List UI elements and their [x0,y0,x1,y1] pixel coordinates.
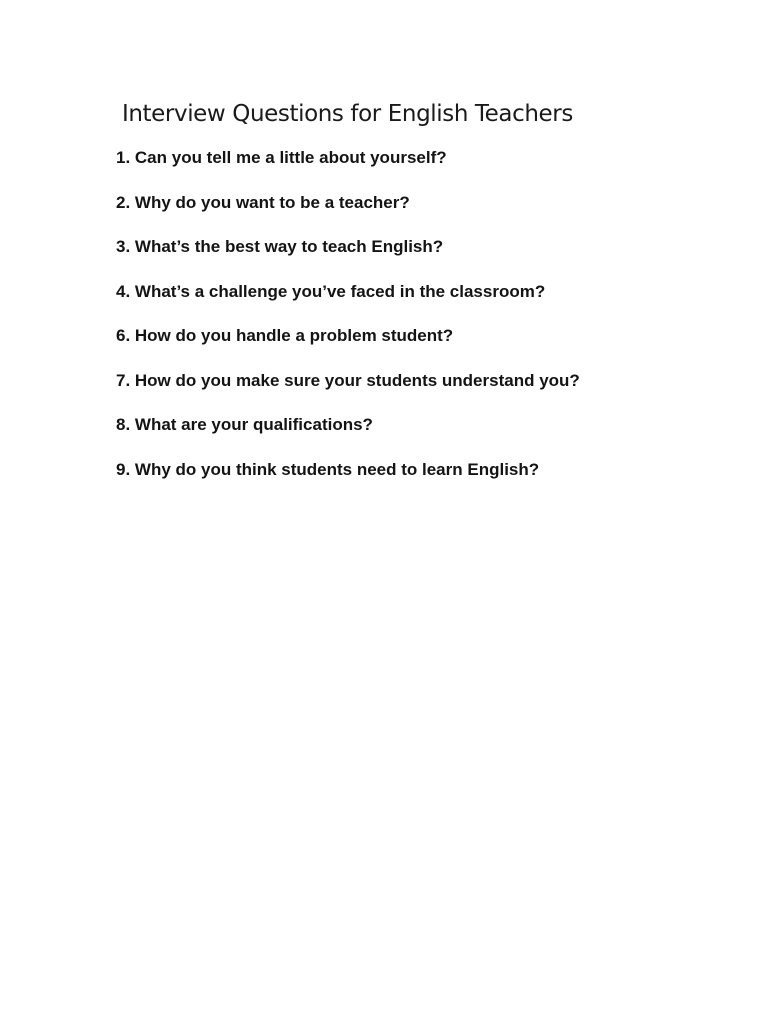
question-item: 8. What are your qualifications? [116,415,373,434]
question-item: 4. What’s a challenge you’ve faced in the classroom? [116,281,546,301]
question-item: 7. How do you make sure your students understand you? [116,370,580,390]
document-title: Interview Questions for English Teachers [122,101,573,127]
question-item: 9. Why do you think students need to learn English? [116,459,540,479]
question-item: 3. What’s the best way to teach English? [116,237,444,256]
question-list [116,146,580,502]
question-item: 1. Can you tell me a little about yourself? [116,148,447,167]
question-item: 2. Why do you want to be a teacher? [116,192,410,212]
question-item: 6. How do you handle a problem student? [116,326,454,345]
